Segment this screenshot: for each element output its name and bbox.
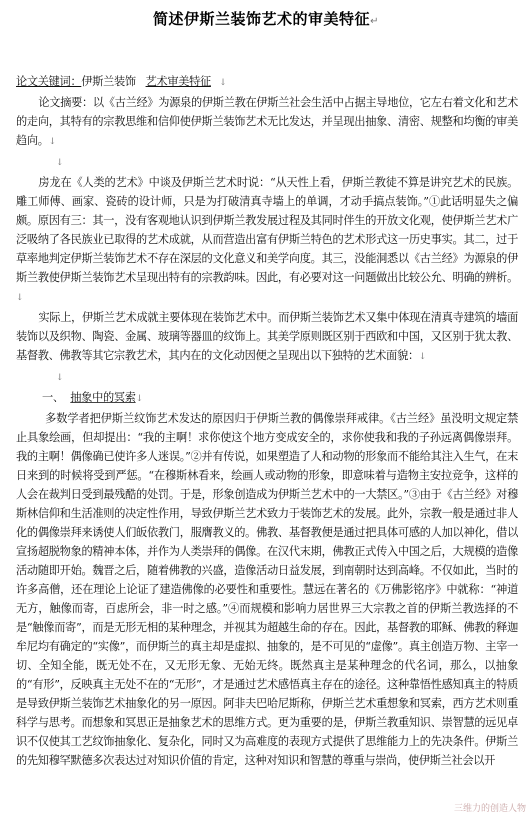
document-body bbox=[16, 72, 518, 770]
body-paragraph-1-text: 房龙在《人类的艺术》中谈及伊斯兰艺术时说：“从天性上看，伊斯兰教徒不算是讲究艺术的民族。雕工师傅、画家、瓷砖的设计师，只是为打破清真寺墙上的单调，才动手搞点装饰。”①此话明显失之偏颇。原因有三：其一，没有客观地认识到伊斯兰教发展过程及其同时伴生的开放文化观，使伊斯兰艺术广泛吸纳了各民族业已取得的艺术成就，从而营造出富有伊斯兰特色的艺术形式这一历史事实。其二，过于草率地判定伊斯兰装饰艺术不存在深层的文化意义和美学向度。其三，没能洞悉以《古兰经》为源泉的伊斯兰教使伊斯兰装饰艺术呈现出特有的宗教韵味。因此，有必要对这一问题做出比较公允、明确的辨析。 bbox=[16, 176, 518, 284]
paragraph-mark-icon: ↓ bbox=[16, 293, 24, 303]
abstract-paragraph bbox=[16, 93, 518, 152]
document-title bbox=[0, 8, 532, 29]
paragraph-mark-icon: ↵ bbox=[370, 16, 379, 27]
keywords-label: 论文关键词： bbox=[16, 75, 82, 88]
keywords-line bbox=[16, 72, 518, 93]
section-heading bbox=[16, 388, 518, 409]
abstract-text: 论文摘要：以《古兰经》为源泉的伊斯兰教在伊斯兰社会生活中占据主导地位，它左右着文化和艺术的走向，其特有的宗教思维和信仰使伊斯兰装饰艺术无比发达，并呈现出抽象、清密、规整和均衡的审美趋向。 bbox=[16, 96, 518, 147]
section-body-paragraph bbox=[16, 409, 518, 770]
section-body-text: 多数学者把伊斯兰纹饰艺术发达的原因归于伊斯兰教的偶像崇拜戒律。《古兰经》虽没明文规定禁止具象绘画，但却提出：“我的主啊！求你使这个地方变成安全的，求你使我和我的子孙远离偶像崇拜。我的主啊！偶像确已使许多人迷误。”②并有传说，如果塑造了人和动物的形象而不能给其注入生气，在末日来到的时候将受到严惩。“在穆斯林看来，绘画人或动物的形象，即意味着与造物主安拉竞争，这样的人会在裁判日受到最残酷的处罚。于是，形象创造成为伊斯兰艺术中的一大禁区。”③由于《古兰经》对穆斯林信仰和生活准则的决定性作用，导致伊斯兰艺术致力于装饰艺术的发展。此外，宗教一般是通过非人化的偶像崇拜来诱使人们皈依教门，服膺教义的。佛教、基督教便是通过把具体可感的人加以神化，借以宣扬超脱物象的精神本体，并作为人类崇拜的偶像。在汉代末期，佛教正式传入中国之后，大规模的造像活动随即开始。魏晋之后，随着佛教的兴盛，造像活动日益发展，到南朝时达到高峰。不仅如此，当时的许多高僧，还在理论上论证了建造佛像的必要性和重要性。慧远在著名的《万佛影铭序》中就称：“神道无方，触像而寄，百虑所会，非一时之感。”④而规模和影响力居世界三大宗教之首的伊斯兰教选择的不是“触像而寄”，而是无形无相的某种理念，并视其为超越生命的存在。因此，基督教的耶稣、佛教的释迦牟尼均有确定的“实像”，而伊斯兰的真主却是虚拟、抽象的，是不可见的“虚像”。真主创造万物、主宰一切、全知全能，既无处不在，又无形无象、无始无终。既然真主是某种理念的代名词，那么，以抽象的“有形”，反映真主无处不在的“无形”，才是通过艺术感悟真主存在的途径。这种靠悟性感知真主的特质是导致伊斯兰装饰艺术抽象化的另一原因。阿非夫巴哈尼斯称，伊斯兰艺术重想象和冥索，西方艺术则重科学与思考。而想象和冥思正是抽象艺术的思维方式。更为重要的是，伊斯兰教重知识、崇智慧的远见卓识不仅使其工艺纹饰抽象化、复杂化，同时又为高难度的表现方式提供了思维能力上的先决条件。伊斯兰的先知穆罕默德多次表达过对知识价值的肯定，这种对知识和智慧的尊重与崇尚，使伊斯兰社会以开 bbox=[16, 412, 518, 767]
watermark: 三维力的创造人物 bbox=[453, 804, 526, 814]
body-paragraph-2-text: 实际上，伊斯兰艺术成就主要体现在装饰艺术中。而伊斯兰装饰艺术又集中体现在清真寺建筑的墙面装饰以及织物、陶瓷、金属、玻璃等器皿的纹饰上。其美学原则既区别于西欧和中国，又区别于犹太教、基督教、佛教等其它宗教艺术，其内在的文化动因便之呈现出以下独特的艺术面貌： bbox=[16, 311, 518, 362]
paragraph-mark-icon: ↓ bbox=[56, 158, 64, 168]
blank-line bbox=[16, 152, 518, 173]
paragraph-mark-icon: ↓ bbox=[214, 78, 227, 88]
paragraph-mark-icon: ↓ bbox=[135, 394, 143, 404]
section-number: 一、 bbox=[42, 391, 64, 404]
section-title: 抽象中的冥索 bbox=[70, 391, 136, 404]
title-text: 简述伊斯兰装饰艺术的审美特征 bbox=[153, 10, 371, 28]
body-paragraph-2 bbox=[16, 308, 518, 367]
keywords-terms-2: 艺术审美特征 bbox=[145, 75, 211, 88]
body-paragraph-1 bbox=[16, 173, 518, 308]
keywords-terms: 伊斯兰装饰 bbox=[81, 75, 136, 88]
paragraph-mark-icon: ↓ bbox=[48, 137, 56, 147]
paragraph-mark-icon: ↓ bbox=[56, 373, 64, 383]
blank-line bbox=[16, 367, 518, 388]
paragraph-mark-icon: ↓ bbox=[418, 352, 427, 362]
